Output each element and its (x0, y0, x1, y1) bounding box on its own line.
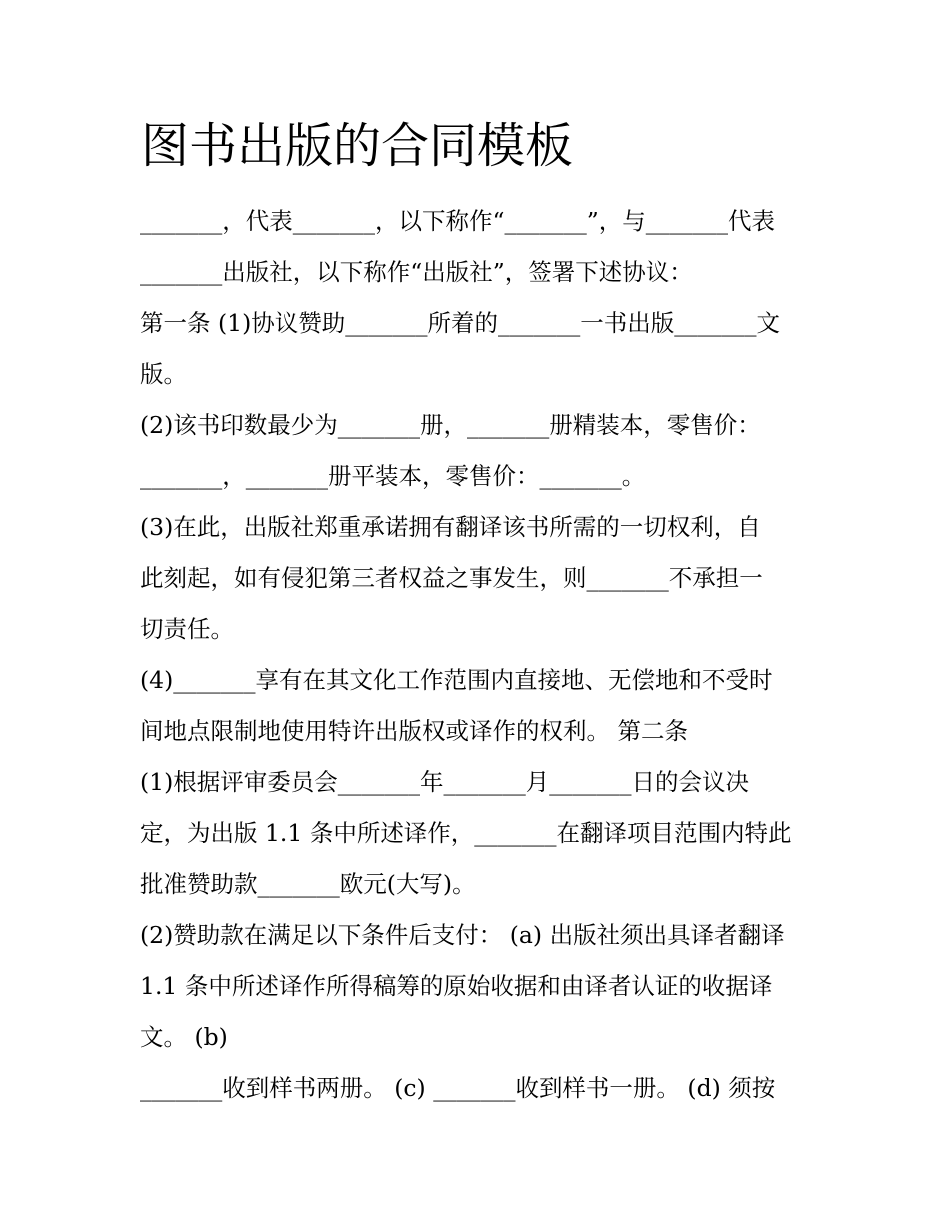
text-line: _______出版社，以下称作“出版社”，签署下述协议： (140, 258, 693, 286)
text-line: 间地点限制地使用特许出版权或译作的权利。 第二条 (140, 717, 688, 745)
text-line: (2)该书印数最少为_______册，_______册精装本，零售价： (140, 411, 761, 439)
text-line: 此刻起，如有侵犯第三者权益之事发生，则_______不承担一 (140, 564, 763, 592)
text-line: (1)根据评审委员会_______年_______月_______日的会议决 (140, 768, 750, 796)
text-line: 1.1 条中所述译作所得稿筹的原始收据和由译者认证的收据译 (140, 972, 773, 1000)
text-line: (3)在此，出版社郑重承诺拥有翻译该书所需的一切权利，自 (140, 513, 761, 541)
text-line: 批准赞助款_______欧元(大写)。 (140, 870, 476, 898)
text-line: 版。 (140, 360, 187, 388)
text-line: (4)_______享有在其文化工作范围内直接地、无偿地和不受时 (140, 666, 773, 694)
text-line: 文。 (b) (140, 1023, 228, 1051)
text-line: 定，为出版 1.1 条中所述译作，_______在翻译项目范围内特此 (140, 819, 792, 847)
text-line: 切责任。 (140, 615, 234, 643)
text-line: _______，代表_______，以下称作“_______”，与_______代表 (140, 207, 776, 235)
text-line: 第一条 (1)协议赞助_______所着的_______一书出版_______文 (140, 309, 781, 337)
text-line: _______收到样书两册。 (c) _______收到样书一册。 (d) 须按 (140, 1074, 776, 1102)
document-title: 图书出版的合同模板 (141, 118, 574, 174)
document-body (140, 196, 830, 1114)
text-line: _______，_______册平装本，零售价：_______。 (140, 462, 646, 490)
text-line: (2)赞助款在满足以下条件后支付： (a) 出版社须出具译者翻译 (140, 921, 785, 949)
